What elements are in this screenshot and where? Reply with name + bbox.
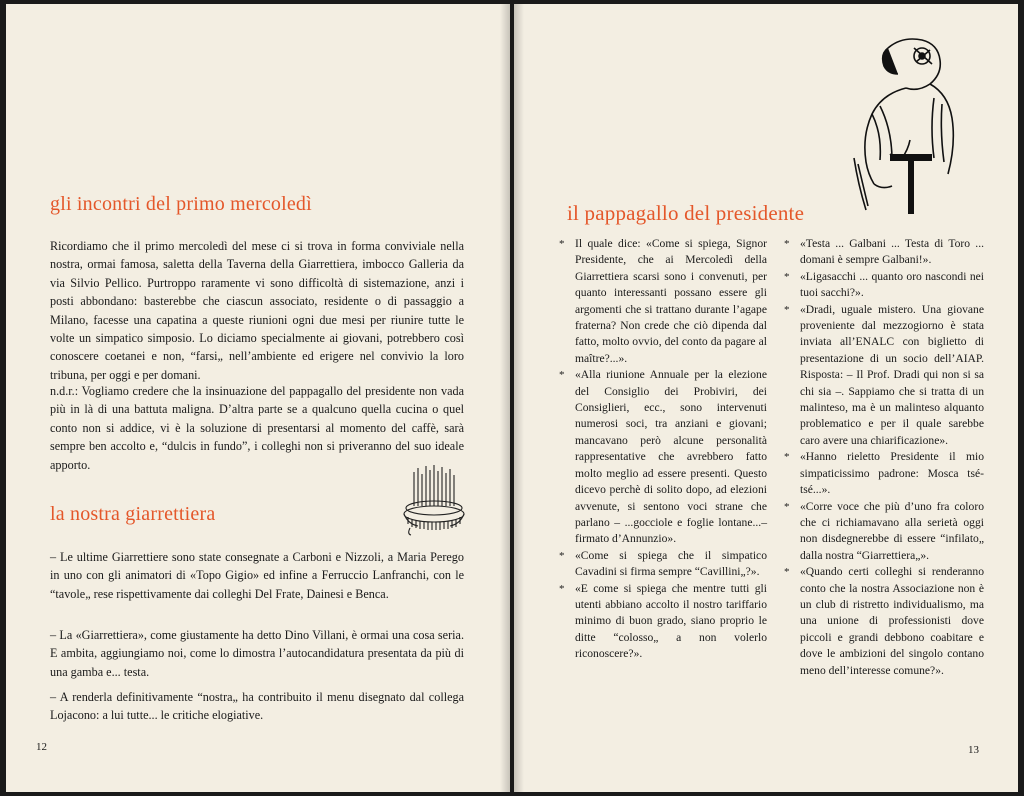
- right-page: [514, 4, 1018, 792]
- list-item: * «Dradi, uguale mistero. Una giovane proveniente dal mezzogiorno è stata inviata all’ENALC con biglietto di presentazione di un socio dell’AIAP. Risposta: – Il Prof. Dradi qui non si sa chi sia –. Sappiamo che si tratta di un malinteso, ma è un malinteso alquanto problematico e per il quale sarebbe caro avere una chiarificazione».: [784, 302, 984, 447]
- editor-note: n.d.r.: Vogliamo credere che la insinuazione del pappagallo del presidente non vada più in là di una battuta maligna. D’altra parte se a qualcuno quella cucina o quel conto non si addice, vi è la soluzione di presentarsi al momento del caffè, sarà sempre ben accolto e, “dulcis in fundo”, i colleghi non si priveranno del suo ideale apporto.: [50, 384, 464, 472]
- list-item: * «Hanno rieletto Presidente il mio simpaticissimo padrone: Mosca tsé-tsé...».: [784, 450, 984, 497]
- garter-illustration: [398, 462, 472, 538]
- list-item: * Il quale dice: «Come si spiega, Signor Presidente, che ai Mercoledì della Giarrettiera scarsi sono i convenuti, per quanto interessanti possano essere gli argomenti che si trattano durante l’agape fraterna? Non crede che ciò dipenda dal fatto, molto ovvio, del conto da pagare al maître?...».: [559, 237, 767, 365]
- list-item: * «E come si spiega che mentre tutti gli utenti abbiano accolto il nostro tariffario minimo di buon grado, siano proprio le ditte “colosso„ a non volerlo riconoscere?».: [559, 581, 767, 661]
- list-item: * «Come si spiega che il simpatico Cavadini si firma sempre “Cavillini„?».: [559, 548, 767, 579]
- heading-giarrettiera: la nostra giarrettiera: [50, 503, 216, 525]
- heading-pappagallo: il pappagallo del presidente: [567, 201, 805, 225]
- list-item: * «Alla riunione Annuale per la elezione del Consiglio dei Probiviri, dei Consiglieri, ecc., sono intervenuti numerosi soci, tra anziani e giovani; mancavano però alcune personalità rappresentative che avrebbero fatto molto meglio ad essere presenti. Questo dicevo perchè di solito dopo, ad elezioni avvenute, si sentono voci strane che parlano – ...gocciole e foglie lontane...– firmato d’Annunzio».: [559, 368, 767, 546]
- list-item: * «Testa ... Galbani ... Testa di Toro ... domani è sempre Galbani!».: [784, 237, 984, 267]
- giarrettiera-item-1: – Le ultime Giarrettiere sono state consegnate a Carboni e Nizzoli, a Maria Perego in uno con gli animatori di «Topo Gigio» ed infine a Ferruccio Lanfranchi, con le “tavole„ rese rispettivamente dai colleghi Del Frate, Dainesi e Benca.: [50, 550, 464, 601]
- parrot-illustration: [852, 34, 968, 216]
- page-number-left: 12: [36, 741, 47, 753]
- intro-paragraph: Ricordiamo che il primo mercoledì del mese ci si trova in forma conviviale nella nostra, ormai famosa, saletta della Taverna della Giarrettiera, imbocco Galleria da via Silvio Pellico. Purtroppo raramente vi sono difficoltà di sistemazione, anzi i posti abbondano: basterebbe che ciascun associato, residente o di passaggio a Milano, facesse una capatina a queste riunioni ogni due mesi per riunire tutte le volte un simpatico simposio. Lo diciamo specialmente ai giovani, potrebbero così conoscere coetanei e non, “farsi„ nell’ambiente ed erigere nel convivio la loro tribuna, per oggi e per domani.: [50, 239, 464, 382]
- giarrettiera-item-3: – A renderla definitivamente “nostra„ ha contribuito il menu disegnato dal collega Lojacono: a lui tutte... le critiche elogiative.: [50, 690, 464, 723]
- heading-primo-mercoledi: gli incontri del primo mercoledì: [50, 193, 312, 215]
- column-right: [784, 236, 984, 679]
- list-item: * «Quando certi colleghi si renderanno conto che la nostra Associazione non è un club di ristretto individualismo, ma una unione di professionisti dove piccoli e grandi debbono coabitare e dove le ambizioni del singolo contano meno dell’interesse comune?».: [784, 565, 984, 677]
- column-left: [559, 236, 767, 663]
- list-item: * «Ligasacchi ... quanto oro nascondi nei tuoi sacchi?».: [784, 269, 984, 300]
- list-item: * «Corre voce che più d’uno fra coloro che ci richiamavano alla serietà oggi non disdegnerebbe di essere “infilato„ dalla nostra “Giarrettiera„».: [784, 499, 984, 562]
- giarrettiera-item-2: – La «Giarrettiera», come giustamente ha detto Dino Villani, è ormai una cosa seria. E ambita, aggiungiamo noi, come lo dimostra l’autocandidatura presentata da più di una gamba e... testa.: [50, 628, 464, 679]
- left-page: [6, 4, 510, 792]
- page-number-right: 13: [968, 744, 979, 756]
